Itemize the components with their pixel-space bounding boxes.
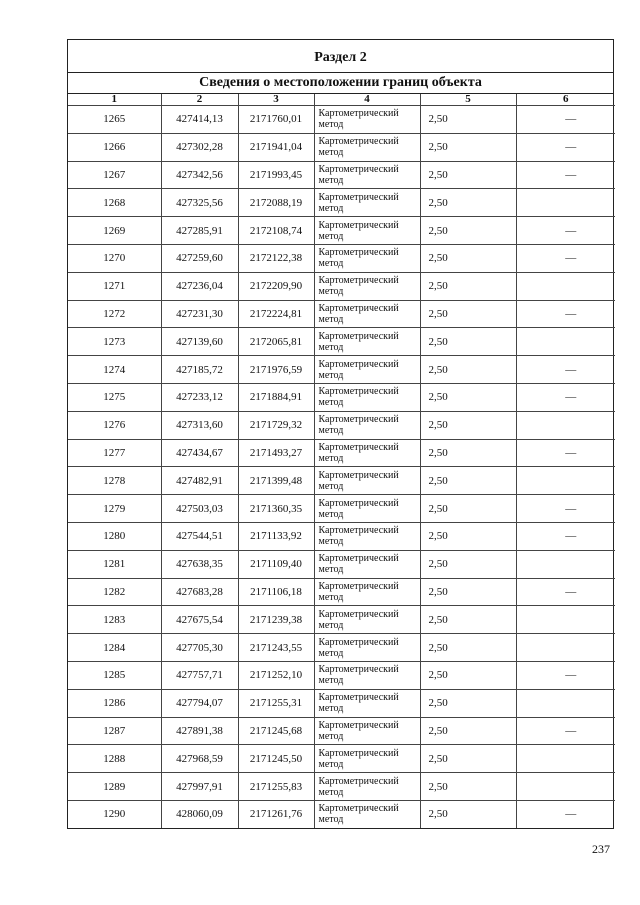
table-row	[68, 161, 615, 189]
accuracy-cell: 2,50	[420, 661, 516, 689]
section-heading: Раздел 2	[68, 40, 613, 73]
y-coordinate-cell: 2171245,50	[238, 745, 314, 773]
method-cell: Картометрический метод	[314, 773, 420, 801]
table-row	[68, 411, 615, 439]
column-number: 4	[314, 94, 420, 106]
note-cell	[516, 328, 615, 356]
x-coordinate-cell: 427325,56	[161, 189, 238, 217]
method-cell: Картометрический метод	[314, 244, 420, 272]
note-cell	[516, 272, 615, 300]
y-coordinate-cell: 2171239,38	[238, 606, 314, 634]
accuracy-cell: 2,50	[420, 189, 516, 217]
y-coordinate-cell: 2171729,32	[238, 411, 314, 439]
note-cell	[516, 634, 615, 662]
column-number: 1	[68, 94, 161, 106]
table-row	[68, 634, 615, 662]
accuracy-cell: 2,50	[420, 300, 516, 328]
column-number: 5	[420, 94, 516, 106]
coordinates-table	[68, 94, 615, 828]
accuracy-cell: 2,50	[420, 383, 516, 411]
y-coordinate-cell: 2171106,18	[238, 578, 314, 606]
y-coordinate-cell: 2171884,91	[238, 383, 314, 411]
table-row	[68, 522, 615, 550]
x-coordinate-cell: 427757,71	[161, 661, 238, 689]
x-coordinate-cell: 427231,30	[161, 300, 238, 328]
x-coordinate-cell: 427638,35	[161, 550, 238, 578]
note-cell	[516, 550, 615, 578]
point-number-cell: 1275	[68, 383, 161, 411]
accuracy-cell: 2,50	[420, 495, 516, 523]
y-coordinate-cell: 2171760,01	[238, 106, 314, 134]
accuracy-cell: 2,50	[420, 161, 516, 189]
method-cell: Картометрический метод	[314, 217, 420, 245]
y-coordinate-cell: 2172122,38	[238, 244, 314, 272]
method-cell: Картометрический метод	[314, 689, 420, 717]
table-row	[68, 106, 615, 134]
table-row	[68, 439, 615, 467]
x-coordinate-cell: 427302,28	[161, 133, 238, 161]
accuracy-cell: 2,50	[420, 272, 516, 300]
x-coordinate-cell: 427313,60	[161, 411, 238, 439]
point-number-cell: 1287	[68, 717, 161, 745]
note-cell: —	[516, 244, 615, 272]
x-coordinate-cell: 427794,07	[161, 689, 238, 717]
note-cell: —	[516, 217, 615, 245]
note-cell: —	[516, 161, 615, 189]
note-cell: —	[516, 578, 615, 606]
note-cell: —	[516, 800, 615, 827]
x-coordinate-cell: 427705,30	[161, 634, 238, 662]
point-number-cell: 1279	[68, 495, 161, 523]
accuracy-cell: 2,50	[420, 522, 516, 550]
table-row	[68, 272, 615, 300]
y-coordinate-cell: 2171941,04	[238, 133, 314, 161]
x-coordinate-cell: 427482,91	[161, 467, 238, 495]
table-row	[68, 717, 615, 745]
accuracy-cell: 2,50	[420, 550, 516, 578]
x-coordinate-cell: 427675,54	[161, 606, 238, 634]
method-cell: Картометрический метод	[314, 439, 420, 467]
method-cell: Картометрический метод	[314, 467, 420, 495]
table-row	[68, 661, 615, 689]
method-cell: Картометрический метод	[314, 495, 420, 523]
x-coordinate-cell: 427503,03	[161, 495, 238, 523]
note-cell: —	[516, 717, 615, 745]
point-number-cell: 1277	[68, 439, 161, 467]
method-cell: Картометрический метод	[314, 550, 420, 578]
note-cell: —	[516, 106, 615, 134]
accuracy-cell: 2,50	[420, 634, 516, 662]
accuracy-cell: 2,50	[420, 106, 516, 134]
note-cell	[516, 745, 615, 773]
method-cell: Картометрический метод	[314, 383, 420, 411]
x-coordinate-cell: 427139,60	[161, 328, 238, 356]
x-coordinate-cell: 427683,28	[161, 578, 238, 606]
method-cell: Картометрический метод	[314, 272, 420, 300]
method-cell: Картометрический метод	[314, 522, 420, 550]
note-cell: —	[516, 495, 615, 523]
table-row	[68, 356, 615, 384]
y-coordinate-cell: 2171243,55	[238, 634, 314, 662]
table-row	[68, 495, 615, 523]
x-coordinate-cell: 427259,60	[161, 244, 238, 272]
y-coordinate-cell: 2172088,19	[238, 189, 314, 217]
accuracy-cell: 2,50	[420, 328, 516, 356]
y-coordinate-cell: 2172224,81	[238, 300, 314, 328]
point-number-cell: 1265	[68, 106, 161, 134]
point-number-cell: 1273	[68, 328, 161, 356]
accuracy-cell: 2,50	[420, 800, 516, 827]
point-number-cell: 1266	[68, 133, 161, 161]
point-number-cell: 1286	[68, 689, 161, 717]
table-row	[68, 689, 615, 717]
point-number-cell: 1276	[68, 411, 161, 439]
point-number-cell: 1267	[68, 161, 161, 189]
method-cell: Картометрический метод	[314, 189, 420, 217]
table-row	[68, 606, 615, 634]
point-number-cell: 1278	[68, 467, 161, 495]
point-number-cell: 1284	[68, 634, 161, 662]
note-cell: —	[516, 383, 615, 411]
y-coordinate-cell: 2171993,45	[238, 161, 314, 189]
point-number-cell: 1285	[68, 661, 161, 689]
accuracy-cell: 2,50	[420, 133, 516, 161]
accuracy-cell: 2,50	[420, 217, 516, 245]
note-cell: —	[516, 356, 615, 384]
y-coordinate-cell: 2171261,76	[238, 800, 314, 827]
note-cell	[516, 606, 615, 634]
note-cell	[516, 773, 615, 801]
table-row	[68, 745, 615, 773]
x-coordinate-cell: 427236,04	[161, 272, 238, 300]
table-title: Сведения о местоположении границ объекта	[68, 73, 613, 94]
point-number-cell: 1274	[68, 356, 161, 384]
column-number: 6	[516, 94, 615, 106]
method-cell: Картометрический метод	[314, 606, 420, 634]
x-coordinate-cell: 428060,09	[161, 800, 238, 827]
table-row	[68, 189, 615, 217]
y-coordinate-cell: 2171976,59	[238, 356, 314, 384]
method-cell: Картометрический метод	[314, 411, 420, 439]
point-number-cell: 1290	[68, 800, 161, 827]
x-coordinate-cell: 427997,91	[161, 773, 238, 801]
note-cell: —	[516, 522, 615, 550]
boundary-table-document	[67, 39, 614, 829]
y-coordinate-cell: 2171255,31	[238, 689, 314, 717]
accuracy-cell: 2,50	[420, 411, 516, 439]
accuracy-cell: 2,50	[420, 578, 516, 606]
method-cell: Картометрический метод	[314, 106, 420, 134]
note-cell: —	[516, 300, 615, 328]
point-number-cell: 1271	[68, 272, 161, 300]
table-row	[68, 773, 615, 801]
method-cell: Картометрический метод	[314, 745, 420, 773]
point-number-cell: 1280	[68, 522, 161, 550]
y-coordinate-cell: 2171493,27	[238, 439, 314, 467]
accuracy-cell: 2,50	[420, 356, 516, 384]
table-row	[68, 133, 615, 161]
point-number-cell: 1289	[68, 773, 161, 801]
table-row	[68, 467, 615, 495]
method-cell: Картометрический метод	[314, 356, 420, 384]
x-coordinate-cell: 427891,38	[161, 717, 238, 745]
page-number: 237	[592, 842, 610, 856]
accuracy-cell: 2,50	[420, 439, 516, 467]
method-cell: Картометрический метод	[314, 717, 420, 745]
y-coordinate-cell: 2172065,81	[238, 328, 314, 356]
note-cell: —	[516, 661, 615, 689]
table-row	[68, 328, 615, 356]
accuracy-cell: 2,50	[420, 773, 516, 801]
accuracy-cell: 2,50	[420, 606, 516, 634]
point-number-cell: 1270	[68, 244, 161, 272]
y-coordinate-cell: 2171133,92	[238, 522, 314, 550]
table-row	[68, 217, 615, 245]
x-coordinate-cell: 427434,67	[161, 439, 238, 467]
table-row	[68, 550, 615, 578]
y-coordinate-cell: 2171109,40	[238, 550, 314, 578]
point-number-cell: 1288	[68, 745, 161, 773]
y-coordinate-cell: 2171255,83	[238, 773, 314, 801]
point-number-cell: 1269	[68, 217, 161, 245]
x-coordinate-cell: 427544,51	[161, 522, 238, 550]
column-number-row	[68, 94, 615, 106]
note-cell: —	[516, 439, 615, 467]
y-coordinate-cell: 2172209,90	[238, 272, 314, 300]
x-coordinate-cell: 427233,12	[161, 383, 238, 411]
method-cell: Картометрический метод	[314, 800, 420, 827]
note-cell	[516, 189, 615, 217]
x-coordinate-cell: 427414,13	[161, 106, 238, 134]
table-row	[68, 300, 615, 328]
point-number-cell: 1268	[68, 189, 161, 217]
column-number: 2	[161, 94, 238, 106]
accuracy-cell: 2,50	[420, 717, 516, 745]
accuracy-cell: 2,50	[420, 244, 516, 272]
method-cell: Картометрический метод	[314, 328, 420, 356]
y-coordinate-cell: 2171252,10	[238, 661, 314, 689]
table-row	[68, 578, 615, 606]
y-coordinate-cell: 2171360,35	[238, 495, 314, 523]
y-coordinate-cell: 2172108,74	[238, 217, 314, 245]
method-cell: Картометрический метод	[314, 133, 420, 161]
table-row	[68, 244, 615, 272]
accuracy-cell: 2,50	[420, 745, 516, 773]
method-cell: Картометрический метод	[314, 634, 420, 662]
point-number-cell: 1272	[68, 300, 161, 328]
x-coordinate-cell: 427968,59	[161, 745, 238, 773]
note-cell: —	[516, 133, 615, 161]
table-row	[68, 383, 615, 411]
y-coordinate-cell: 2171245,68	[238, 717, 314, 745]
x-coordinate-cell: 427185,72	[161, 356, 238, 384]
note-cell	[516, 411, 615, 439]
column-number: 3	[238, 94, 314, 106]
note-cell	[516, 467, 615, 495]
point-number-cell: 1283	[68, 606, 161, 634]
point-number-cell: 1281	[68, 550, 161, 578]
y-coordinate-cell: 2171399,48	[238, 467, 314, 495]
point-number-cell: 1282	[68, 578, 161, 606]
note-cell	[516, 689, 615, 717]
x-coordinate-cell: 427285,91	[161, 217, 238, 245]
accuracy-cell: 2,50	[420, 689, 516, 717]
method-cell: Картометрический метод	[314, 300, 420, 328]
method-cell: Картометрический метод	[314, 161, 420, 189]
accuracy-cell: 2,50	[420, 467, 516, 495]
method-cell: Картометрический метод	[314, 661, 420, 689]
method-cell: Картометрический метод	[314, 578, 420, 606]
x-coordinate-cell: 427342,56	[161, 161, 238, 189]
table-row	[68, 800, 615, 827]
